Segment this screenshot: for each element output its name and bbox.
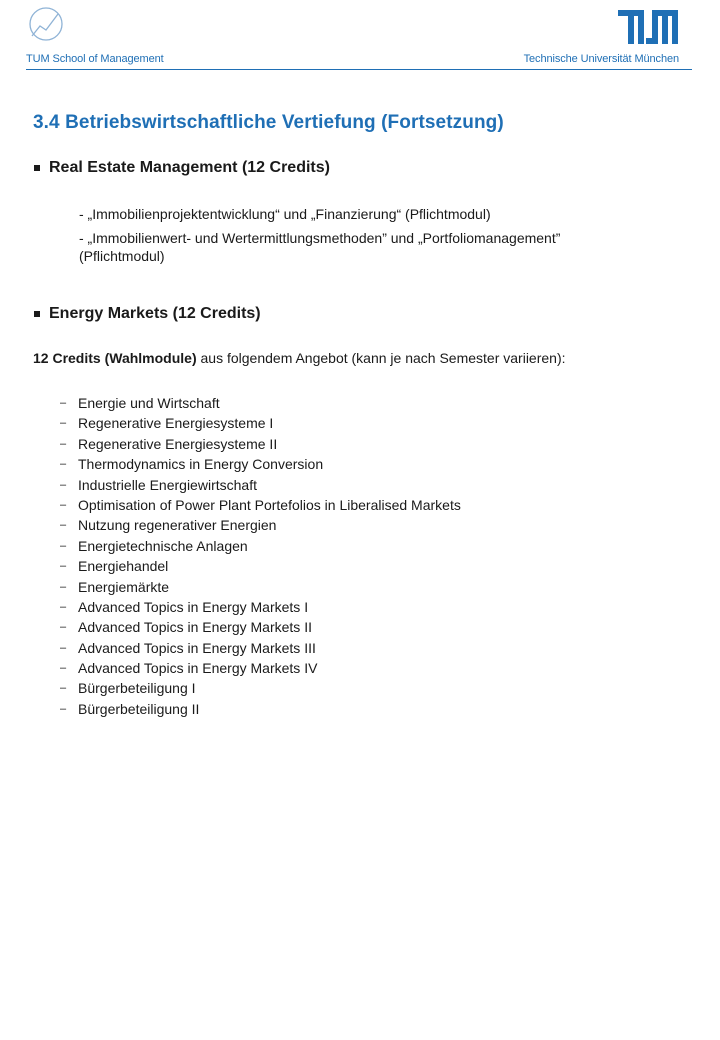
list-item: [60, 434, 461, 454]
energy-markets-heading-text: Energy Markets (12 Credits): [49, 305, 261, 322]
dash-bullet-icon: –: [60, 662, 67, 675]
university-name-label: Technische Universität München: [523, 53, 679, 65]
real-estate-item: - „Immobilienwert- und Wertermittlungsmethoden” und „Portfoliomanagement” (Pflichtmodul): [79, 230, 561, 264]
dash-bullet-icon: –: [60, 641, 67, 654]
header-divider: [26, 69, 692, 70]
module-name: Thermodynamics in Energy Conversion: [78, 456, 324, 473]
dash-bullet-icon: –: [60, 560, 67, 573]
list-item: [60, 393, 461, 413]
dash-bullet-icon: –: [60, 621, 67, 634]
module-name: Advanced Topics in Energy Markets I: [78, 598, 309, 615]
list-item: [60, 638, 461, 658]
energy-markets-heading: [32, 305, 261, 323]
dash-bullet-icon: –: [60, 417, 67, 430]
list-item: [60, 515, 461, 535]
list-item: [60, 699, 461, 719]
real-estate-item: - „Immobilienprojektentwicklung“ und „Finanzierung“ (Pflichtmodul): [79, 206, 491, 222]
school-name-label: TUM School of Management: [26, 53, 164, 65]
square-bullet-icon: [34, 165, 40, 171]
energy-intro-credits: 12 Credits (Wahlmodule): [33, 350, 197, 366]
list-item: [60, 536, 461, 556]
module-name: Nutzung regenerativer Energien: [78, 517, 277, 534]
module-name: Advanced Topics in Energy Markets II: [78, 619, 312, 636]
dash-bullet-icon: –: [60, 498, 67, 511]
list-item: [60, 475, 461, 495]
dash-bullet-icon: –: [60, 682, 67, 695]
energy-intro: [33, 350, 566, 366]
list-item: [60, 577, 461, 597]
module-name: Energietechnische Anlagen: [78, 537, 248, 554]
module-name: Bürgerbeteiligung I: [78, 680, 196, 697]
page-title: 3.4 Betriebswirtschaftliche Vertiefung (Fortsetzung): [33, 112, 504, 133]
list-item: [60, 658, 461, 678]
dash-bullet-icon: –: [60, 539, 67, 552]
dash-bullet-icon: –: [60, 437, 67, 450]
dash-bullet-icon: –: [60, 600, 67, 613]
list-item: [60, 413, 461, 433]
dash-bullet-icon: –: [60, 580, 67, 593]
module-name: Energie und Wirtschaft: [78, 395, 220, 411]
module-name: Bürgerbeteiligung II: [78, 700, 200, 717]
list-item: [60, 678, 461, 698]
dash-bullet-icon: –: [60, 478, 67, 491]
module-name: Energiemärkte: [78, 578, 170, 595]
dash-bullet-icon: –: [60, 702, 67, 715]
module-name: Regenerative Energiesysteme II: [78, 435, 278, 452]
module-name: Advanced Topics in Energy Markets IV: [78, 660, 318, 677]
tum-logo-icon: [618, 10, 678, 44]
module-name: Industrielle Energiewirtschaft: [78, 476, 257, 493]
dash-bullet-icon: –: [60, 458, 67, 471]
square-bullet-icon: [34, 311, 40, 317]
module-list: [60, 393, 461, 719]
list-item: [60, 617, 461, 637]
real-estate-heading-text: Real Estate Management (12 Credits): [49, 159, 330, 176]
list-item: [60, 454, 461, 474]
module-name: Optimisation of Power Plant Portefolios in Liberalised Markets: [78, 496, 461, 513]
real-estate-heading: [32, 159, 330, 177]
energy-intro-text: aus folgendem Angebot (kann je nach Semester variieren):: [196, 350, 566, 366]
tum-school-of-management-logo-icon: [28, 6, 64, 42]
module-name: Energiehandel: [78, 558, 169, 575]
module-name: Regenerative Energiesysteme I: [78, 415, 274, 432]
list-item: [60, 495, 461, 515]
list-item: [60, 556, 461, 576]
dash-bullet-icon: –: [60, 397, 67, 409]
dash-bullet-icon: –: [60, 519, 67, 532]
module-name: Advanced Topics in Energy Markets III: [78, 639, 316, 656]
list-item: [60, 597, 461, 617]
